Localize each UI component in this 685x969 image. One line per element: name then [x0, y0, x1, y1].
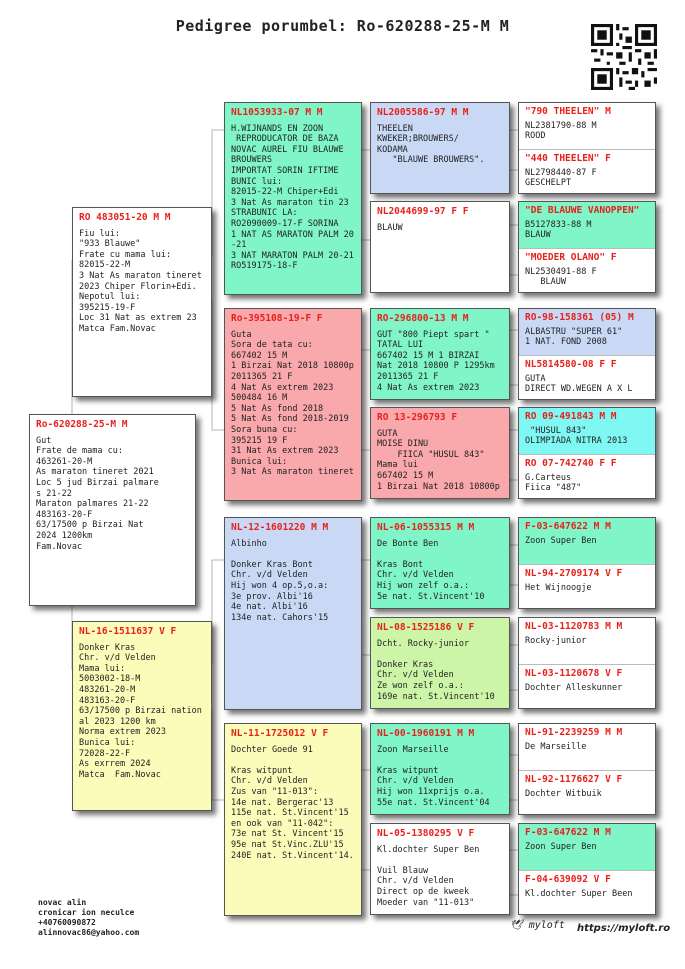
gen5-card-4[interactable] [519, 248, 655, 293]
gen4-card-4[interactable] [370, 407, 510, 499]
gen5-card-5[interactable] [519, 309, 655, 355]
pigeon-notes: GUT "800 Piept spart " TATAL LUI 667402 15 M 1 BIRZAI Nat 2018 10800 P 1295km 2011365 21 F 4 Nat As extrem 2023 [377, 329, 495, 393]
pigeon-notes: Dochter Witbuik [525, 788, 602, 799]
pigeon-notes: Albinho Donker Kras Bont Chr. v/d Velden Hij won 4 op.5,o.a: 3e prov. Albi'16 4e nat. Albi'16 134e nat. Cahors'15 [231, 538, 329, 623]
ring-number: "MOEDER OLANO" F [525, 252, 617, 263]
ring-number: F-03-647622 M M [525, 827, 611, 838]
sire-sire-card[interactable] [224, 102, 362, 295]
owner-contact: novac alin cronicar ion neculce +40760090872 alinnovac86@yahoo.com [38, 898, 140, 937]
pigeon-notes: Het Wijnoogje [525, 582, 592, 593]
pigeon-notes: Guta Sora de tata cu: 667402 15 M 1 Birzai Nat 2018 10800p 2011365 21 F 4 Nat As extrem 2023 500484 16 M 5 Nat As fond 2018 5 Nat As fond 2018-2019 Sora buna cu: 395215 19 F 31 Nat As extrem 2023 Bunica lui: 3 Nat As maraton tineret [231, 329, 354, 478]
ring-number: NL-11-1725012 V F [231, 728, 329, 739]
ring-number: NL-94-2709174 V F [525, 568, 623, 579]
pigeon-notes: NL2530491-88 F BLAUW [525, 266, 597, 288]
gen5-card-2[interactable] [519, 149, 655, 194]
gen5-pair-8 [518, 823, 656, 915]
ring-number: NL-91-2239259 M M [525, 727, 623, 738]
ring-number: NL-03-1120783 M M [525, 621, 623, 632]
pigeon-notes: ALBASTRU "SUPER 61" 1 NAT. FOND 2008 [525, 326, 623, 348]
qr-code-icon [591, 24, 657, 90]
bird-icon: 🕊 [510, 920, 523, 931]
gen5-card-14[interactable] [519, 770, 655, 815]
ring-number: NL2005586-97 M M [377, 107, 469, 118]
pigeon-notes: Fiu lui: "933 Blauwe" Frate cu mama lui: 82015-22-M 3 Nat As maraton tineret 2023 Chiper Florin+Edi. Nepotul lui: 395215-19-F Loc 31 Nat as extrem 23 Matca Fam.Novac [79, 228, 202, 334]
pigeon-notes: Zoon Super Ben [525, 841, 597, 852]
ring-number: "790 THEELEN" M [525, 106, 611, 117]
gen5-card-10[interactable] [519, 564, 655, 609]
ring-number: NL-03-1120678 V F [525, 668, 623, 679]
gen4-card-1[interactable] [370, 102, 510, 194]
pigeon-notes: Donker Kras Chr. v/d Velden Mama lui: 5003002-18-M 483261-20-M 483163-20-F 63/17500 p Birzai nation al 2023 1200 km Norma extrem 2023 Bunica lui: 72028-22-F As exrrem 2024 Matca Fam.Novac [79, 642, 202, 780]
pigeon-notes: Rocky-junior [525, 635, 587, 646]
ring-number: NL-08-1525186 V F [377, 622, 475, 633]
pigeon-notes: Gut Frate de mama cu: 463261-20-M As maraton tineret 2021 Loc 5 jud Birzai palmare s 21-22 Maraton palmares 21-22 483163-20-F 63/17500 p Birzai Nat 2024 1200km Fam.Novac [36, 435, 159, 552]
ring-number: NL-06-1055315 M M [377, 522, 475, 533]
gen5-card-7[interactable] [519, 408, 655, 454]
gen5-pair-2 [518, 201, 656, 293]
gen5-card-9[interactable] [519, 518, 655, 564]
sire-dam-card[interactable] [224, 308, 362, 501]
gen5-card-16[interactable] [519, 870, 655, 915]
ring-number: NL-16-1511637 V F [79, 626, 177, 637]
gen5-card-15[interactable] [519, 824, 655, 870]
gen5-card-13[interactable] [519, 724, 655, 770]
pigeon-notes: BLAUW [377, 222, 403, 233]
pigeon-notes: GUTA MOISE DINU FIICA "HUSUL 843" Mama lui 667402 15 M 1 Birzai Nat 2018 10800p [377, 428, 500, 492]
ring-number: NL2044699-97 F F [377, 206, 469, 217]
gen5-card-1[interactable] [519, 103, 655, 149]
pigeon-notes: G.Carteus Fiica "487" [525, 472, 582, 494]
ring-number: RO-98-158361 (05) M [525, 312, 634, 323]
dam-card[interactable] [72, 621, 212, 811]
ring-number: "440 THEELEN" F [525, 153, 611, 164]
ring-number: RO 09-491843 M M [525, 411, 617, 422]
gen4-card-3[interactable] [370, 308, 510, 400]
sire-card[interactable] [72, 207, 212, 397]
gen4-card-5[interactable] [370, 517, 510, 609]
pigeon-notes: Dcht. Rocky-junior Donker Kras Chr. v/d Velden Ze won zelf o.a.: 169e nat. St.Vincent'10 [377, 638, 495, 702]
ring-number: NL5814580-08 F F [525, 359, 617, 370]
ring-number: NL-92-1176627 V F [525, 774, 623, 785]
ring-number: RO 483051-20 M M [79, 212, 171, 223]
dam-dam-card[interactable] [224, 723, 362, 916]
ring-number: Ro-395108-19-F F [231, 313, 323, 324]
pigeon-notes: Kl.dochter Super Been [525, 888, 633, 899]
gen5-pair-3 [518, 308, 656, 400]
ring-number: "DE BLAUWE VANOPPEN" [525, 205, 640, 216]
gen4-card-6[interactable] [370, 617, 510, 709]
pigeon-notes: NL2381790-88 M ROOD [525, 120, 597, 142]
gen5-pair-6 [518, 617, 656, 709]
ring-number: NL-00-1960191 M M [377, 728, 475, 739]
dam-sire-card[interactable] [224, 517, 362, 710]
ring-number: NL-05-1380295 V F [377, 828, 475, 839]
subject-pigeon-card[interactable] [29, 414, 196, 606]
myloft-logo [510, 920, 565, 931]
gen4-card-8[interactable] [370, 823, 510, 915]
pigeon-notes: GUTA DIRECT WD.WEGEN A X L [525, 373, 633, 395]
pigeon-notes: "HUSUL 843" OLIMPIADA NITRA 2013 [525, 425, 628, 447]
pigeon-notes: NL2798440-87 F GESCHELPT [525, 167, 597, 189]
pigeon-notes: Dochter Alleskunner [525, 682, 623, 693]
pigeon-notes: De Marseille [525, 741, 587, 752]
pigeon-notes: Kl.dochter Super Ben Vuil Blauw Chr. v/d Velden Direct op de kweek Moeder van "11-013" [377, 844, 480, 908]
ring-number: RO-296800-13 M M [377, 313, 469, 324]
page-title: Pedigree porumbel: Ro-620288-25-M M [175, 17, 510, 35]
website-link[interactable]: https://myloft.ro [577, 923, 671, 934]
gen5-card-11[interactable] [519, 618, 655, 664]
gen5-pair-1 [518, 102, 656, 194]
gen5-pair-4 [518, 407, 656, 499]
pigeon-notes: Zoon Super Ben [525, 535, 597, 546]
gen5-card-8[interactable] [519, 454, 655, 499]
pigeon-notes: Zoon Marseille Kras witpunt Chr. v/d Velden Hij won 11xprijs o.a. 55e nat. St.Vincent'04 [377, 744, 490, 808]
gen4-card-2[interactable] [370, 201, 510, 293]
pigeon-notes: De Bonte Ben Kras Bont Chr. v/d Velden Hij won zelf o.a.: 5e nat. St.Vincent'10 [377, 538, 485, 602]
gen5-card-12[interactable] [519, 664, 655, 709]
ring-number: Ro-620288-25-M M [36, 419, 128, 430]
ring-number: NL1053933-07 M M [231, 107, 323, 118]
logo-text: myloft [528, 920, 565, 931]
ring-number: F-04-639092 V F [525, 874, 611, 885]
ring-number: RO 07-742740 F F [525, 458, 617, 469]
gen5-pair-7 [518, 723, 656, 815]
gen4-card-7[interactable] [370, 723, 510, 815]
ring-number: F-03-647622 M M [525, 521, 611, 532]
gen5-card-6[interactable] [519, 355, 655, 400]
gen5-card-3[interactable] [519, 202, 655, 248]
gen5-pair-5 [518, 517, 656, 609]
ring-number: NL-12-1601220 M M [231, 522, 329, 533]
pigeon-notes: Dochter Goede 91 Kras witpunt Chr. v/d Velden Zus van "11-013": 14e nat. Bergerac'13 115e nat. St.Vincent'15 en ook van "11-042": 73e nat St. Vincent'15 95e nat St.Vinc.ZLU'15 240E nat. St.Vincent'14. [231, 744, 354, 861]
pigeon-notes: H.WIJNANDS EN ZOON REPRODUCATOR DE BAZA NOVAC AUREL FIU BLAUWE BROUWERS IMPORTAT SORIN IFTIME BUNIC lui: 82015-22-M Chiper+Edi 3 Nat As maraton tin 23 STRABUNIC LA: RO2090009-17-F SORINA 1 NAT AS MARATON PALM 20 -21 3 NAT MARATON PALM 20-21 RO519175-18-F [231, 123, 354, 272]
pigeon-notes: THEELEN KWEKER;BROUWERS/ KODAMA "BLAUWE BROUWERS". [377, 123, 485, 166]
pigeon-notes: B5127833-88 M BLAUW [525, 219, 592, 241]
ring-number: RO 13-296793 F [377, 412, 458, 423]
